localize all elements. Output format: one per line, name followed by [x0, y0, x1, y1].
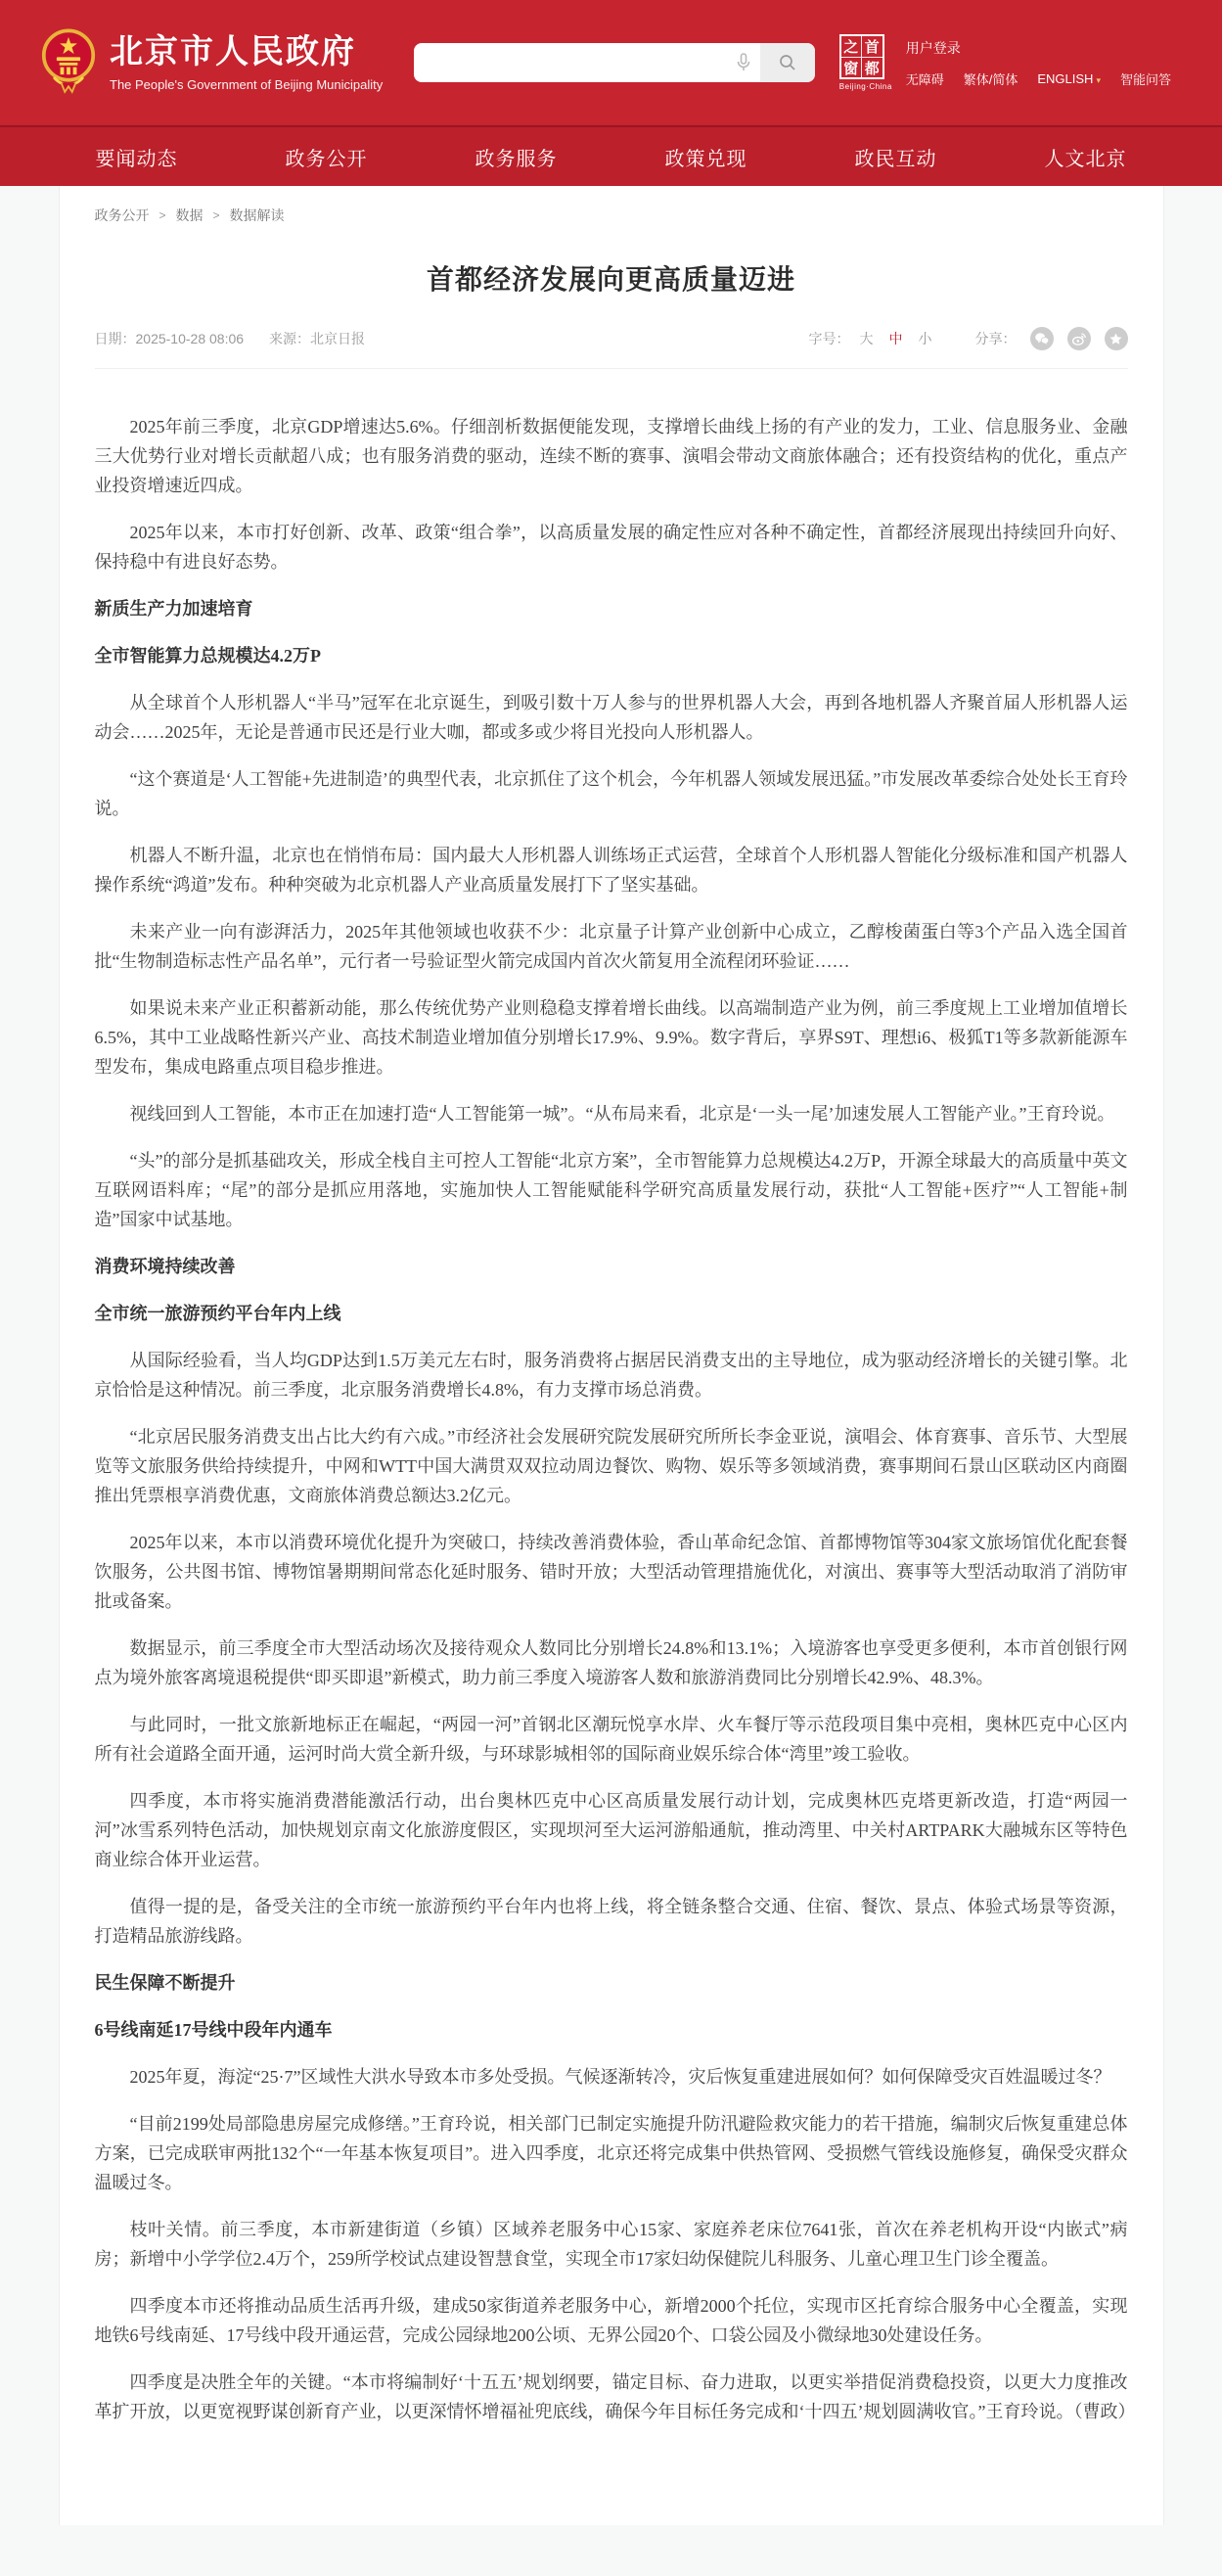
search-bar [414, 43, 815, 82]
article-paragraph: 未来产业一向有澎湃活力，2025年其他领域也收获不少：北京量子计算产业创新中心成立，乙醇梭菌蛋白等3个产品入选全国首批“生物制造标志性产品名单”，元行者一号验证型火箭完成国内首次火箭复用全流程闭环验证…… [94, 922, 1128, 971]
wechat-share-icon[interactable] [1030, 327, 1054, 350]
article-subheading: 全市统一旅游预约平台年内上线 [94, 1304, 341, 1323]
header-links [906, 38, 1171, 88]
accessibility-link[interactable]: 无障碍 [905, 71, 944, 87]
voice-search-mic-icon[interactable] [727, 43, 760, 82]
brand-text [110, 33, 383, 91]
article-subheading: 6号线南延17号线中段年内通车 [94, 2020, 333, 2040]
meta-left [95, 329, 366, 348]
brand-home-link[interactable] [41, 25, 383, 100]
article-paragraph: 从国际经验看，当人均GDP达到1.5万美元左右时，服务消费将占据居民消费支出的主导地位，成为驱动经济增长的关键引擎。北京恰恰是这种情况。前三季度，北京服务消费增长4.8%，有力支撑市场总消费。 [94, 1351, 1128, 1400]
header-right [839, 34, 1171, 91]
search-button[interactable] [760, 43, 815, 82]
nav-item-news[interactable]: 要闻动态 [95, 148, 178, 170]
date-field: 日期：2025-10-28 08:06 [94, 331, 245, 346]
seal-characters: 之 首 窗 都 [839, 34, 884, 79]
article-paragraph: 2025年夏，海淀“25·7”区域性大洪水导致本市多处受损。气候逐渐转冷，灾后恢复重建进展如何？如何保障受灾百姓温暖过冬？ [129, 2067, 1111, 2087]
article-subheading: 新质生产力加速培育 [94, 599, 253, 619]
share-icons [1030, 327, 1128, 350]
capital-window-seal-logo[interactable] [838, 34, 892, 91]
page-title: 首都经济发展向更高质量迈进 [426, 264, 795, 295]
search-icon [779, 54, 796, 71]
main-nav [0, 125, 1222, 186]
nav-item-gov-services[interactable]: 政务服务 [475, 148, 558, 170]
article-paragraph: 四季度本市还将推动品质生活再升级，建成50家街道养老服务中心，新增2000个托位，实现市区托育综合服务中心全覆盖，实现地铁6号线南延、17号线中段开通运营，完成公园绿地200公顷、无界公园20个、口袋公园及小微绿地30处建设任务。 [94, 2296, 1128, 2345]
article-paragraph: 枝叶关情。前三季度，本市新建街道（乡镇）区域养老服务中心15家、家庭养老床位7641张，首次在养老机构开设“内嵌式”病房；新增中小学学位2.4万个，259所学校试点建设智慧食堂，实现全市17家妇幼保健院儿科服务、儿童心理卫生门诊全覆盖。 [94, 2220, 1128, 2269]
breadcrumb [95, 206, 1128, 225]
chevron-down-icon: ▾ [1096, 74, 1101, 85]
article-paragraph: 四季度，本市将实施消费潜能激活行动，出台奥林匹克中心区高质量发展行动计划，完成奥林匹克塔更新改造，打造“两园一河”冰雪系列特色活动，加快规划京南文化旅游度假区，实现坝河至大运河游船通航，推动湾里、中关村ARTPARK大融城东区等特色商业综合体开业运营。 [94, 1791, 1128, 1869]
fontsize-large-button[interactable]: 大 [859, 331, 874, 346]
site-title: 北京市人民政府 [110, 33, 356, 71]
article-paragraph: 四季度是决胜全年的关键。“本市将编制好‘十五五’规划纲要，锚定目标、奋力进取，以更实举措促消费稳投资，以更大力度推改革扩开放，以更宽视野谋创新育产业，以更深情怀增福祉兜底线，确保今年目标任务完成和‘十四五’规划圆满收官。”王育玲说。（曹政） [94, 2372, 1136, 2421]
breadcrumb-separator: > [212, 208, 220, 222]
fontsize-small-button[interactable]: 小 [918, 331, 932, 346]
article-paragraph: 如果说未来产业正积蓄新动能，那么传统优势产业则稳稳支撑着增长曲线。以高端制造产业为例，前三季度规上工业增加值增长6.5%，其中工业战略性新兴产业、高技术制造业增加值分别增长17.9%、9.9%。数字背后，享界S9T、理想i6、极狐T1等多款新能源车型发布，集成电路重点项目稳步推进。 [94, 998, 1128, 1077]
article-paragraph: 值得一提的是，备受关注的全市统一旅游预约平台年内也将上线，将全链条整合交通、住宿、餐饮、景点、体验式场景等资源，打造精品旅游线路。 [94, 1897, 1128, 1946]
article-paragraph: “这个赛道是‘人工智能+先进制造’的典型代表，北京抓住了这个机会，今年机器人领域发展迅猛。”市发展改革委综合处处长王育玲说。 [94, 769, 1128, 818]
article-paragraph: 数据显示，前三季度全市大型活动场次及接待观众人数同比分别增长24.8%和13.1%；入境游客也享受更多便利，本市首创银行网点为境外旅客离境退税提供“即买即退”新模式，助力前三季度入境游客人数和旅游消费同比分别增长42.9%、48.3%。 [94, 1638, 1128, 1687]
source-field: 来源：北京日报 [269, 331, 366, 346]
content-card [59, 186, 1164, 2525]
fontsize-medium-button[interactable]: 中 [888, 331, 903, 346]
article-subheading: 全市智能算力总规模达4.2万P [94, 646, 321, 666]
breadcrumb-link-data-interpretation[interactable]: 数据解读 [229, 207, 285, 223]
site-subtitle: The People's Government of Beijing Municipality [110, 76, 384, 92]
article-paragraph: 2025年以来，本市打好创新、改革、政策“组合拳”，以高质量发展的确定性应对各种不确定性，首都经济展现出持续回升向好、保持稳中有进良好态势。 [94, 523, 1128, 572]
qzone-share-icon[interactable] [1105, 327, 1128, 350]
article-paragraph: 与此同时，一批文旅新地标正在崛起，“两园一河”首钢北区潮玩悦享水岸、火车餐厅等示范段项目集中亮相，奥林匹克中心区内所有社会道路全面开通，运河时尚大赏全新升级，与环球影城相邻的国际商业娱乐综合体“湾里”竣工验收。 [94, 1715, 1128, 1764]
article-paragraph: “北京居民服务消费支出占比大约有六成。”市经济社会发展研究院发展研究所所长李金亚说，演唱会、体育赛事、音乐节、大型展览等文旅服务供给持续提升，中网和WTT中国大满贯双双拉动周边餐饮、购物、娱乐等多领域消费，赛事期间石景山区联动区内商圈推出凭票根享消费优惠，文商旅体消费总额达3.2亿元。 [94, 1427, 1128, 1505]
breadcrumb-link-gov-open[interactable]: 政务公开 [94, 207, 150, 223]
national-emblem-icon [41, 25, 96, 100]
article-paragraph: 视线回到人工智能，本市正在加速打造“人工智能第一城”。“从布局来看，北京是‘一头一尾’加速发展人工智能产业。”王育玲说。 [129, 1104, 1115, 1124]
search-input[interactable] [414, 43, 727, 82]
article-paragraph: “头”的部分是抓基础攻关，形成全栈自主可控人工智能“北京方案”，全市智能算力总规模达4.2万P，开源全球最大的高质量中英文互联网语料库；“尾”的部分是抓应用落地，实施加快人工智能赋能科学研究高质量发展行动，获批“人工智能+医疗”“人工智能+制造”国家中试基地。 [94, 1151, 1128, 1229]
weibo-share-icon[interactable] [1067, 327, 1091, 350]
article-paragraph: 2025年以来，本市以消费环境优化提升为突破口，持续改善消费体验，香山革命纪念馆、首都博物馆等304家文旅场馆优化配套餐饮服务，公共图书馆、博物馆暑期期间常态化延时服务、错时开放；大型活动管理措施优化，对演出、赛事等大型活动取消了消防审批或备案。 [94, 1533, 1128, 1611]
breadcrumb-separator: > [158, 208, 166, 222]
nav-item-humanistic-beijing[interactable]: 人文北京 [1044, 148, 1127, 170]
nav-item-gov-affairs-open[interactable]: 政务公开 [285, 148, 368, 170]
user-login-link[interactable]: 用户登录 [905, 39, 961, 56]
article-meta [95, 327, 1128, 350]
english-link[interactable]: ENGLISH ▾ [1037, 70, 1101, 86]
nav-item-public-interaction[interactable]: 政民互动 [854, 148, 937, 170]
site-header [0, 0, 1222, 125]
meta-right [809, 327, 1128, 350]
fontsize-group [860, 329, 932, 348]
article-subheading: 民生保障不断提升 [94, 1973, 236, 1993]
article-subheading: 消费环境持续改善 [94, 1257, 236, 1276]
article-paragraph: “目前2199处局部隐患房屋完成修缮。”王育玲说，相关部门已制定实施提升防汛避险救灾能力的若干措施，编制灾后恢复重建总体方案，已完成联审两批132个“一年基本恢复项目”。进入四季度，北京还将完成集中供热管网、受损燃气管线设施修复，确保受灾群众温暖过冬。 [94, 2114, 1128, 2192]
fontsize-label: 字号： [808, 331, 850, 346]
quick-links [906, 69, 1171, 88]
seal-caption: Beijing·China [838, 82, 892, 91]
article-body [94, 369, 1136, 2426]
article-paragraph: 机器人不断升温，北京也在悄悄布局：国内最大人形机器人训练场正式运营，全球首个人形机器人智能化分级标准和国产机器人操作系统“鸿道”发布。种种突破为北京机器人产业高质量发展打下了坚实基础。 [94, 846, 1128, 895]
breadcrumb-link-data[interactable]: 数据 [175, 207, 204, 223]
share-label: 分享： [974, 331, 1017, 346]
article-paragraph: 从全球首个人形机器人“半马”冠军在北京诞生，到吸引数十万人参与的世界机器人大会，再到各地机器人齐聚首届人形机器人运动会……2025年，无论是普通市民还是行业大咖，都或多或少将目光投向人形机器人。 [94, 693, 1128, 742]
date-value: 2025-10-28 08:06 [135, 331, 245, 346]
traditional-simplified-toggle[interactable]: 繁体/简体 [963, 71, 1018, 87]
source-value: 北京日报 [310, 331, 366, 346]
nav-item-policy-fulfillment[interactable]: 政策兑现 [664, 148, 747, 170]
article-paragraph: 2025年前三季度，北京GDP增速达5.6%。仔细剖析数据便能发现，支撑增长曲线上扬的有产业的发力，工业、信息服务业、金融三大优势行业对增长贡献超八成；也有服务消费的驱动，连续不断的赛事、演唱会带动文商旅体融合；还有投资结构的优化，重点产业投资增速近四成。 [94, 417, 1128, 495]
smart-qa-link[interactable]: 智能问答 [1119, 71, 1171, 87]
